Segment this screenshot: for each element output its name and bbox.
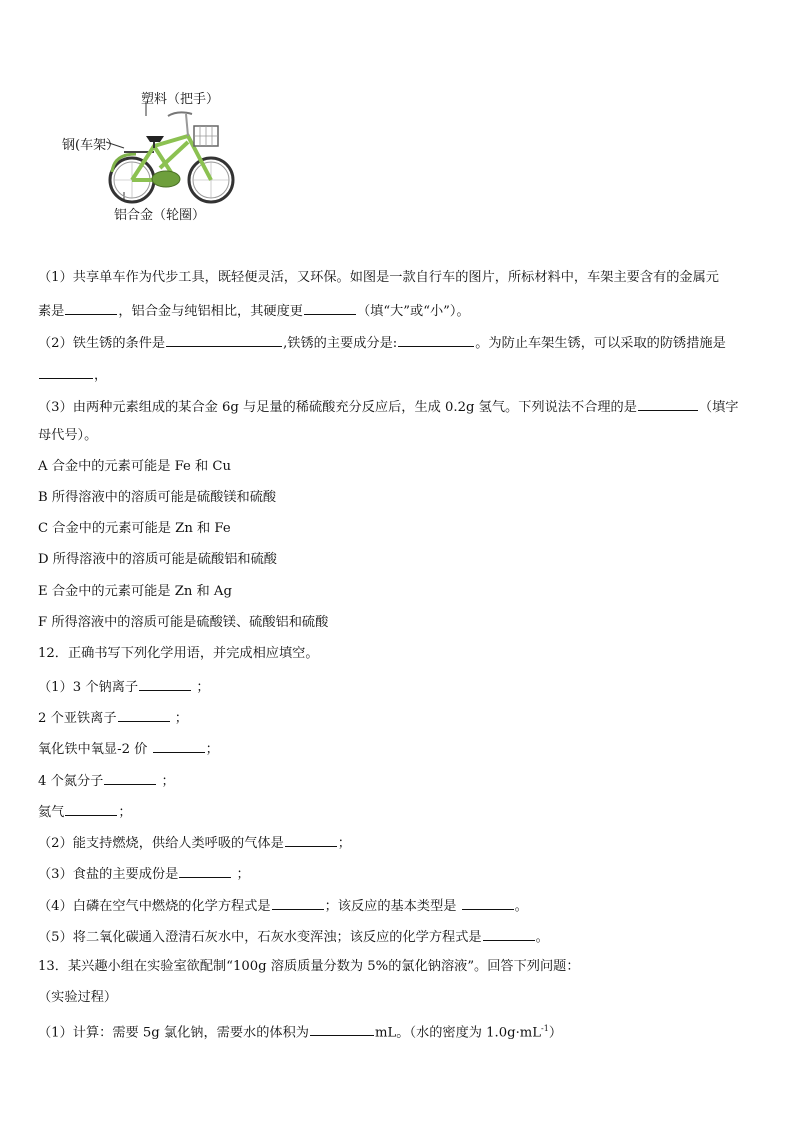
q12-item-4: 4 个氮分子 ； [38,774,175,789]
answer-blank[interactable] [285,834,337,847]
q12-item-8: （4）白磷在空气中燃烧的化学方程式是 ；该反应的基本类型是 。 [38,899,528,914]
q12-item-2: 2 个亚铁离子 ； [38,711,188,726]
answer-blank[interactable] [179,865,231,878]
q11-option-c: C 合金中的元素可能是 Zn 和 Fe [38,521,231,536]
label-rim: 铝合金（轮圈） [114,208,206,223]
q12-item-9: （5）将二氧化碳通入澄清石灰水中，石灰水变浑浊；该反应的化学方程式是 。 [38,930,549,945]
q12-item-7: （3）食盐的主要成份是 ； [38,867,250,882]
q11-option-a: A 合金中的元素可能是 Fe 和 Cu [38,459,231,474]
answer-blank[interactable] [65,803,117,816]
q13-title: 13．某兴趣小组在实验室欲配制“100g 溶质质量分数为 5%的氯化钠溶液”。回答下列问题： [38,959,580,974]
answer-blank[interactable] [638,398,698,411]
q13-item-1: （1）计算：需要 5g 氯化钠，需要水的体积为 mL。（水的密度为 $1.0g\cdot mL^{-1}$） [38,1024,563,1041]
bicycle-figure [56,84,246,224]
answer-blank[interactable] [462,897,514,910]
q11-part1-line1: （1）共享单车作为代步工具，既轻便灵活，又环保。如图是一款自行车的图片，所标材料中，车架主要含有的金属元 [38,270,719,285]
label-frame: 钢(车架） [62,138,120,153]
answer-blank[interactable] [483,928,535,941]
q11-option-f: F 所得溶液中的溶质可能是硫酸镁、硫酸铝和硫酸 [38,615,329,630]
q12-item-5: 氦气 ； [38,805,132,820]
answer-blank[interactable] [65,302,117,315]
q11-option-b: B 所得溶液中的溶质可能是硫酸镁和硫酸 [38,490,277,505]
answer-blank[interactable] [139,678,191,691]
answer-blank[interactable] [272,897,324,910]
q13-subheading: （实验过程） [38,990,118,1005]
q11-part3-line1: （3）由两种元素组成的某合金 6g 与足量的稀硫酸充分反应后，生成 0.2g 氢气。下列说法不合理的是 （填字 [38,400,739,415]
answer-blank[interactable] [310,1023,374,1036]
answer-blank[interactable] [39,366,93,379]
answer-blank[interactable] [118,709,170,722]
answer-blank[interactable] [304,302,356,315]
q12-item-3: 氧化铁中氧显-2 价 ； [38,742,219,757]
q11-part2-line1: （2）铁生锈的条件是 ,铁锈的主要成分是: 。为防止车架生锈，可以采取的防锈措施是 [38,336,726,351]
q11-part2-line2: ， [38,366,107,384]
answer-blank[interactable] [398,334,474,347]
q12-item-1: （1）3 个钠离子 ； [38,680,210,695]
answer-blank[interactable] [104,772,156,785]
q12-item-6: （2）能支持燃烧，供给人类呼吸的气体是 ； [38,836,351,851]
q11-option-e: E 合金中的元素可能是 Zn 和 Ag [38,584,232,599]
q11-part3-line2: 母代号）。 [38,428,98,443]
answer-blank[interactable] [166,334,282,347]
answer-blank[interactable] [153,740,205,753]
q11-part1-line2: 素是 ，铝合金与纯铝相比，其硬度更 （填“大”或“小”）。 [38,304,470,319]
q11-option-d: D 所得溶液中的溶质可能是硫酸铝和硫酸 [38,552,277,567]
q12-title: 12．正确书写下列化学用语，并完成相应填空。 [38,646,319,661]
label-handle: 塑料（把手） [141,92,220,107]
